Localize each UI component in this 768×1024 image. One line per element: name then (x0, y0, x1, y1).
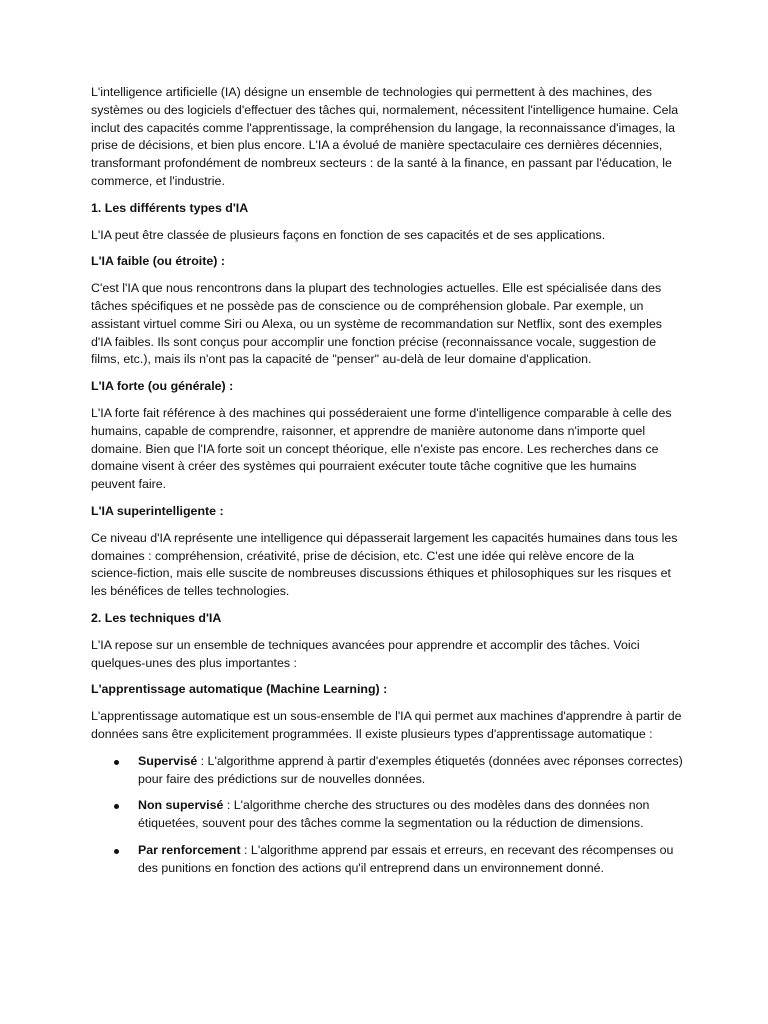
machine-learning-paragraph: L'apprentissage automatique est un sous-ensemble de l'IA qui permet aux machines d'apprendre à partir de données sans être explicitement programmées. Il existe plusieurs types d'apprentissage automatique : (91, 709, 682, 741)
strong-ai-paragraph: L'IA forte fait référence à des machines qui posséderaient une forme d'intelligence comparable à celle des humains, capable de comprendre, raisonner, et apprendre de manière autonome dans n'importe quel domaine. Bien que l'IA forte soit un concept théorique, elle n'existe pas encore. Les recherches dans ce domaine visent à créer des systèmes qui pourraient exécuter toute tâche cognitive que les humains peuvent faire. (91, 405, 672, 492)
strong-ai-heading: L'IA forte (ou générale) : (91, 379, 234, 394)
document-page (91, 84, 683, 886)
section-2-intro: L'IA repose sur un ensemble de techniques avancées pour apprendre et accomplir des tâches. Voici quelques-unes des plus importantes : (91, 637, 640, 670)
machine-learning-heading: L'apprentissage automatique (Machine Learning) : (91, 682, 388, 697)
list-item (91, 842, 683, 878)
superintelligent-ai-paragraph: Ce niveau d'IA représente une intelligence qui dépasserait largement les capacités humaines dans tous les domaines : compréhension, créativité, prise de décision, etc. C'est une idée qui relève encore de la science-fiction, mais elle suscite de nombreuses discussions éthiques et philosophiques sur les risques et les bénéfices de telles technologies. (91, 530, 678, 599)
section-1-intro: L'IA peut être classée de plusieurs façons en fonction de ses capacités et de ses applications. (91, 227, 606, 242)
list-item-term: Non supervisé (138, 798, 224, 813)
list-item-term: Supervisé (138, 753, 198, 768)
list-item-text: : L'algorithme cherche des structures ou des modèles dans des données non étiquetées, souvent pour des tâches comme la segmentation ou la réduction de dimensions. (138, 798, 650, 831)
weak-ai-heading: L'IA faible (ou étroite) : (91, 254, 225, 269)
list-item (91, 753, 683, 789)
bullet-icon (114, 849, 119, 854)
list-item-text: : L'algorithme apprend par essais et erreurs, en recevant des récompenses ou des punitions en fonction des actions qu'il entreprend dans un environnement donné. (138, 842, 674, 875)
intro-paragraph: L'intelligence artificielle (IA) désigne un ensemble de technologies qui permettent à des machines, des systèmes ou des logiciels d'effectuer des tâches qui, normalement, nécessitent l'intelligence humaine. Cela inclut des capacités comme l'apprentissage, la compréhension du langage, la reconnaissance d'images, la prise de décisions, et bien plus encore. L'IA a évolué de manière spectaculaire ces dernières décennies, transformant profondément de nombreux secteurs : de la santé à la finance, en passant par l'éducation, le commerce, et l'industrie. (91, 85, 679, 188)
weak-ai-paragraph: C'est l'IA que nous rencontrons dans la plupart des technologies actuelles. Elle est spécialisée dans des tâches spécifiques et ne possède pas de conscience ou de compréhension globale. Par exemple, un assistant virtuel comme Siri ou Alexa, ou un système de recommandation sur Netflix, sont des exemples d'IA faibles. Ils sont conçus pour accomplir une fonction précise (reconnaissance vocale, suggestion de films, etc.), mais ils n'ont pas la capacité de "penser" au-delà de leur domaine d'application. (91, 281, 662, 367)
learning-types-list (91, 753, 683, 878)
list-item-term: Par renforcement (138, 842, 241, 857)
bullet-icon (114, 760, 119, 765)
section-1-heading: 1. Les différents types d'IA (91, 200, 249, 215)
list-item-text: : L'algorithme apprend à partir d'exemples étiquetés (données avec réponses correctes) pour faire des prédictions sur de nouvelles données. (138, 753, 683, 786)
superintelligent-ai-heading: L'IA superintelligente : (91, 503, 224, 518)
bullet-icon (114, 804, 119, 809)
section-2-heading: 2. Les techniques d'IA (91, 610, 222, 625)
list-item (91, 797, 683, 833)
